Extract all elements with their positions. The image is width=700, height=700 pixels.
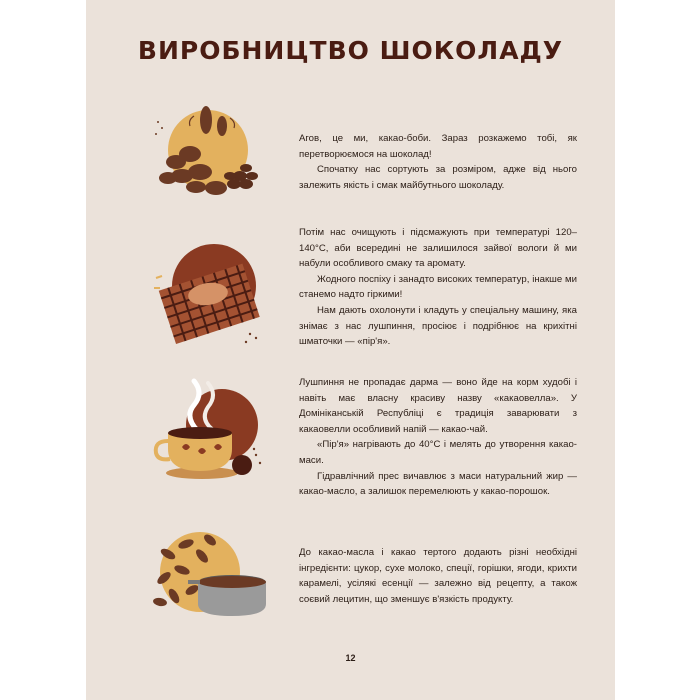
cocoa-tea-cup-icon (138, 375, 268, 485)
page-number: 12 (345, 653, 356, 663)
section-text (299, 131, 577, 193)
spices-and-pot-icon (138, 522, 268, 632)
section-text (299, 225, 577, 350)
paragraph: Агов, це ми, какао-боби. Зараз розкажемо тобі, як перетворюємося на шоколад! (299, 133, 577, 160)
section-text (299, 545, 577, 607)
paragraph: Жодного поспіху і занадто високих температур, інакше ми станемо надто гіркими! (299, 273, 577, 301)
roasting-bean-icon (138, 238, 268, 348)
paragraph: Спочатку нас сортують за розміром, адже від нього залежить якість і смак майбутнього шоколаду. (299, 164, 577, 191)
paragraph: Нам дають охолонути і кладуть у спеціальну машину, яка знімає з нас лушпиння, просіює і подрібнює на крихітні шматочки — «пір'я». (299, 304, 577, 348)
paragraph: «Пір'я» нагрівають до 40°C і мелять до утворення какао-маси. (299, 439, 577, 466)
page-title: ВИРОБНИЦТВО ШОКОЛАДУ (137, 36, 564, 65)
paragraph: До какао-масла і какао тертого додають різні необхідні інгредієнти: цукор, сухе молоко, спеції, горішки, ягоди, крихти карамелі, усілякі есенції — залежно від рецепту, а також соєвий лецитин, що зменшує в'язкість продукту. (299, 547, 577, 605)
cocoa-beans-icon (138, 92, 268, 202)
paragraph: Потім нас очищують і підсмажують при температурі 120–140°C, аби всередині не залишилося зайвої вологи й ми набули особливого смаку та аромату. (299, 227, 577, 270)
paragraph: Лушпиння не пропадає дарма — воно йде на корм худобі і навіть має власну красиву назву «какаовелла». У Домініканській Республіці є традиція заварювати з какаовелли особливий напій — какао-чай. (299, 377, 577, 435)
book-page (86, 0, 615, 700)
section-text (299, 375, 577, 500)
paragraph: Гідравлічний прес вичавлює з маси натуральний жир — какао-масло, а залишок перемелюють у какао-порошок. (299, 470, 577, 498)
